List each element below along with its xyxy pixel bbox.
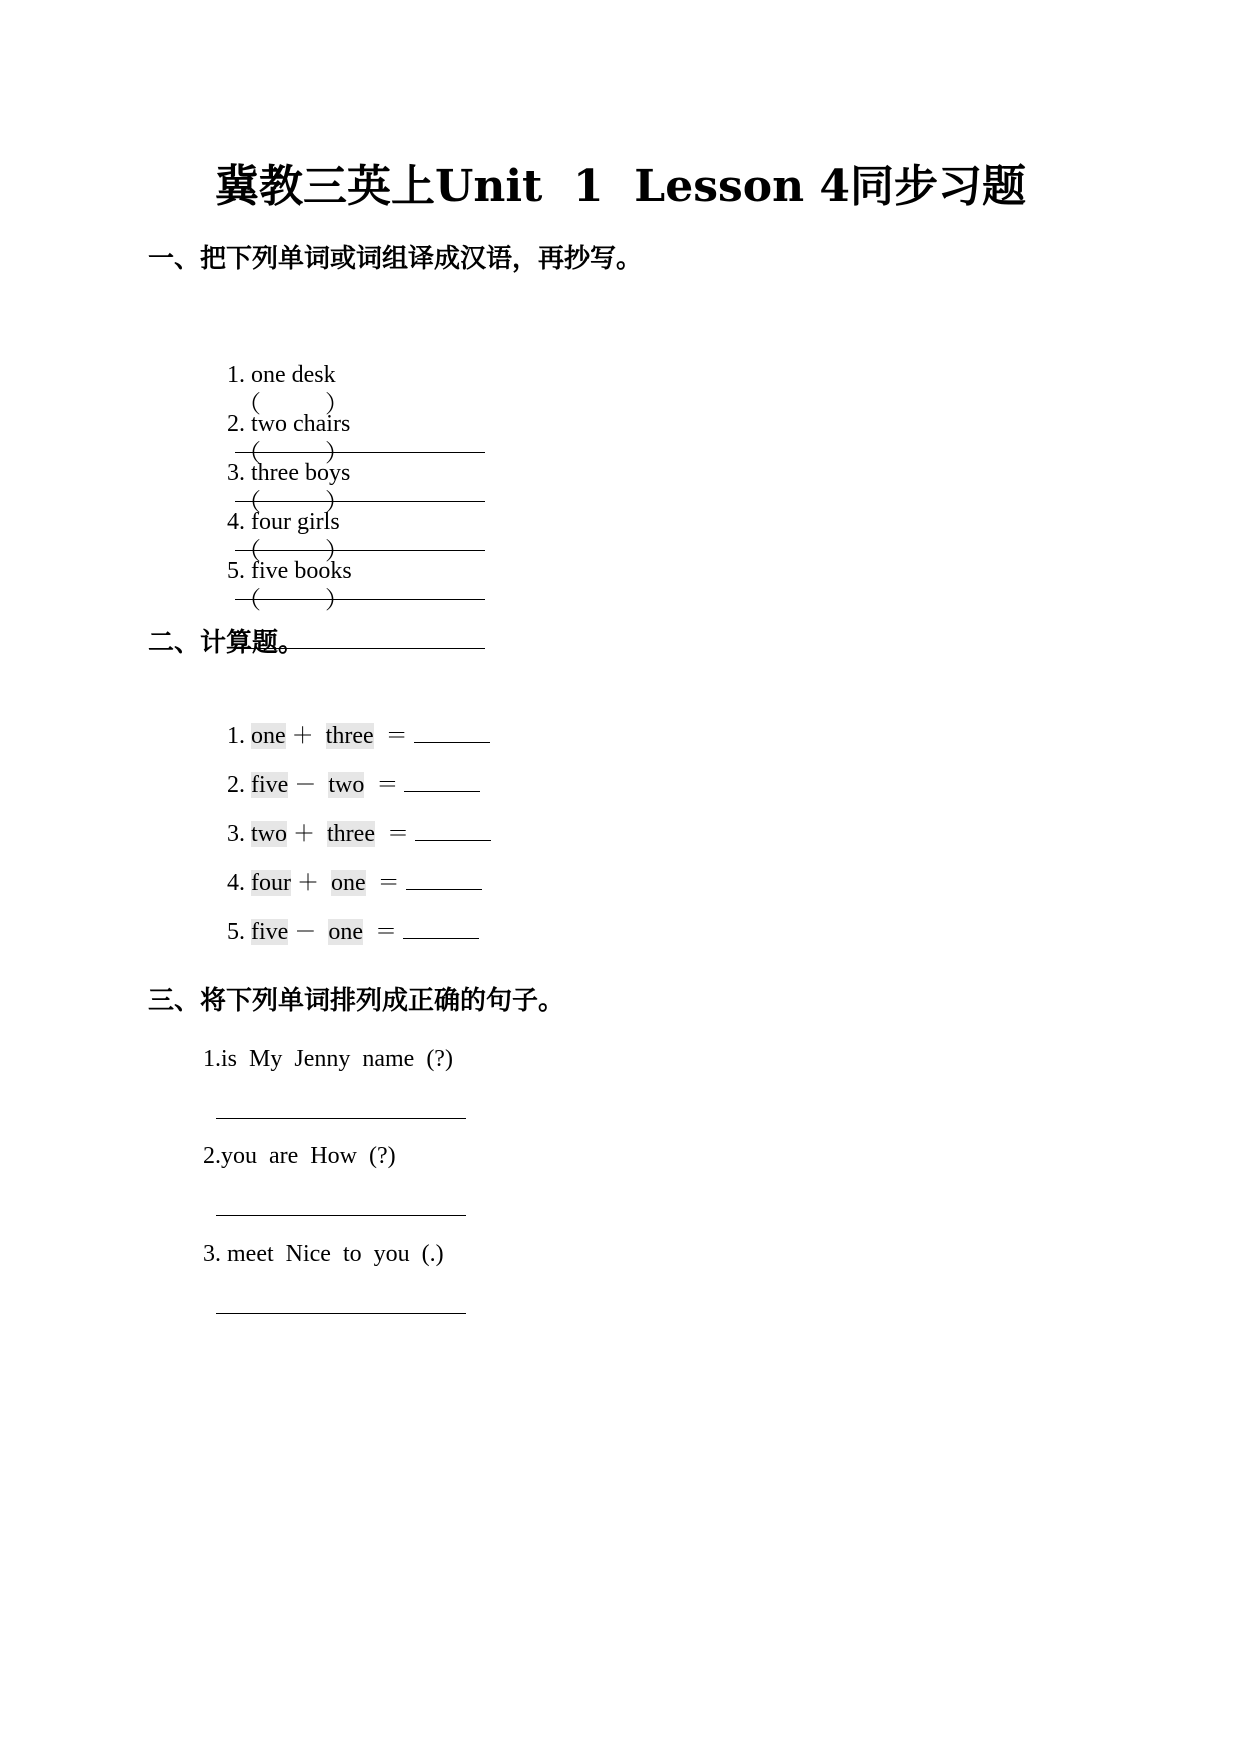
operator: － [294,773,317,798]
operand: two [328,772,365,798]
operand: one [251,723,286,749]
sentence-answer-line[interactable] [216,1118,466,1119]
section1-heading: 一、把下列单词或词组译成汉语，再抄写。 [148,244,643,274]
equals-sign: ＝ [386,822,409,847]
translation-parentheses[interactable]: （ ） [237,490,349,516]
section2-heading: 二、计算题。 [148,628,305,658]
equals-sign: ＝ [376,773,399,798]
math-item: 2. five － two ＝ [203,737,480,831]
math-item: 5. five － one ＝ [203,884,479,978]
operand: two [251,821,287,847]
math-item: 4. four ＋ one ＝ [203,835,482,929]
sentence-answer-line[interactable] [216,1313,466,1314]
operand: one [328,919,363,945]
translation-parentheses[interactable]: （ ） [237,588,349,614]
translation-parentheses[interactable]: （ ） [237,392,349,418]
section3-heading: 三、将下列单词排列成正确的句子。 [148,986,565,1016]
operand: five [251,919,289,945]
operand: one [331,870,366,896]
operator: ＋ [291,724,314,749]
answer-blank[interactable] [403,914,479,939]
math-item: 1. one ＋ three ＝ [203,688,490,782]
equals-sign: ＝ [385,724,408,749]
item-text: 3. three boys [227,460,351,486]
translation-parentheses[interactable]: （ ） [237,539,349,565]
item-text: 5. five books [227,558,352,584]
translation-parentheses[interactable]: （ ） [237,441,349,467]
operand: three [327,821,375,847]
item-text: 4. four girls [227,509,340,535]
operand: three [325,723,374,749]
operator: － [294,920,317,945]
item-text: 1. one desk [227,362,336,388]
page-title: 冀教三英上Unit 1 Lesson 4同步习题 [214,161,1027,212]
math-item: 3. two ＋ three ＝ [203,786,491,880]
equals-sign: ＝ [374,920,397,945]
operand: four [251,870,291,896]
operator: ＋ [296,871,319,896]
equals-sign: ＝ [377,871,400,896]
operator: ＋ [293,822,316,847]
sentence-words: 1.is My Jenny name (?) [203,1046,453,1072]
item-text: 2. two chairs [227,411,351,437]
operand: five [251,772,289,798]
section1-item [203,526,485,687]
sentence-words: 2.you are How (?) [203,1143,396,1169]
sentence-words: 3. meet Nice to you (.) [203,1241,444,1267]
sentence-answer-line[interactable] [216,1215,466,1216]
